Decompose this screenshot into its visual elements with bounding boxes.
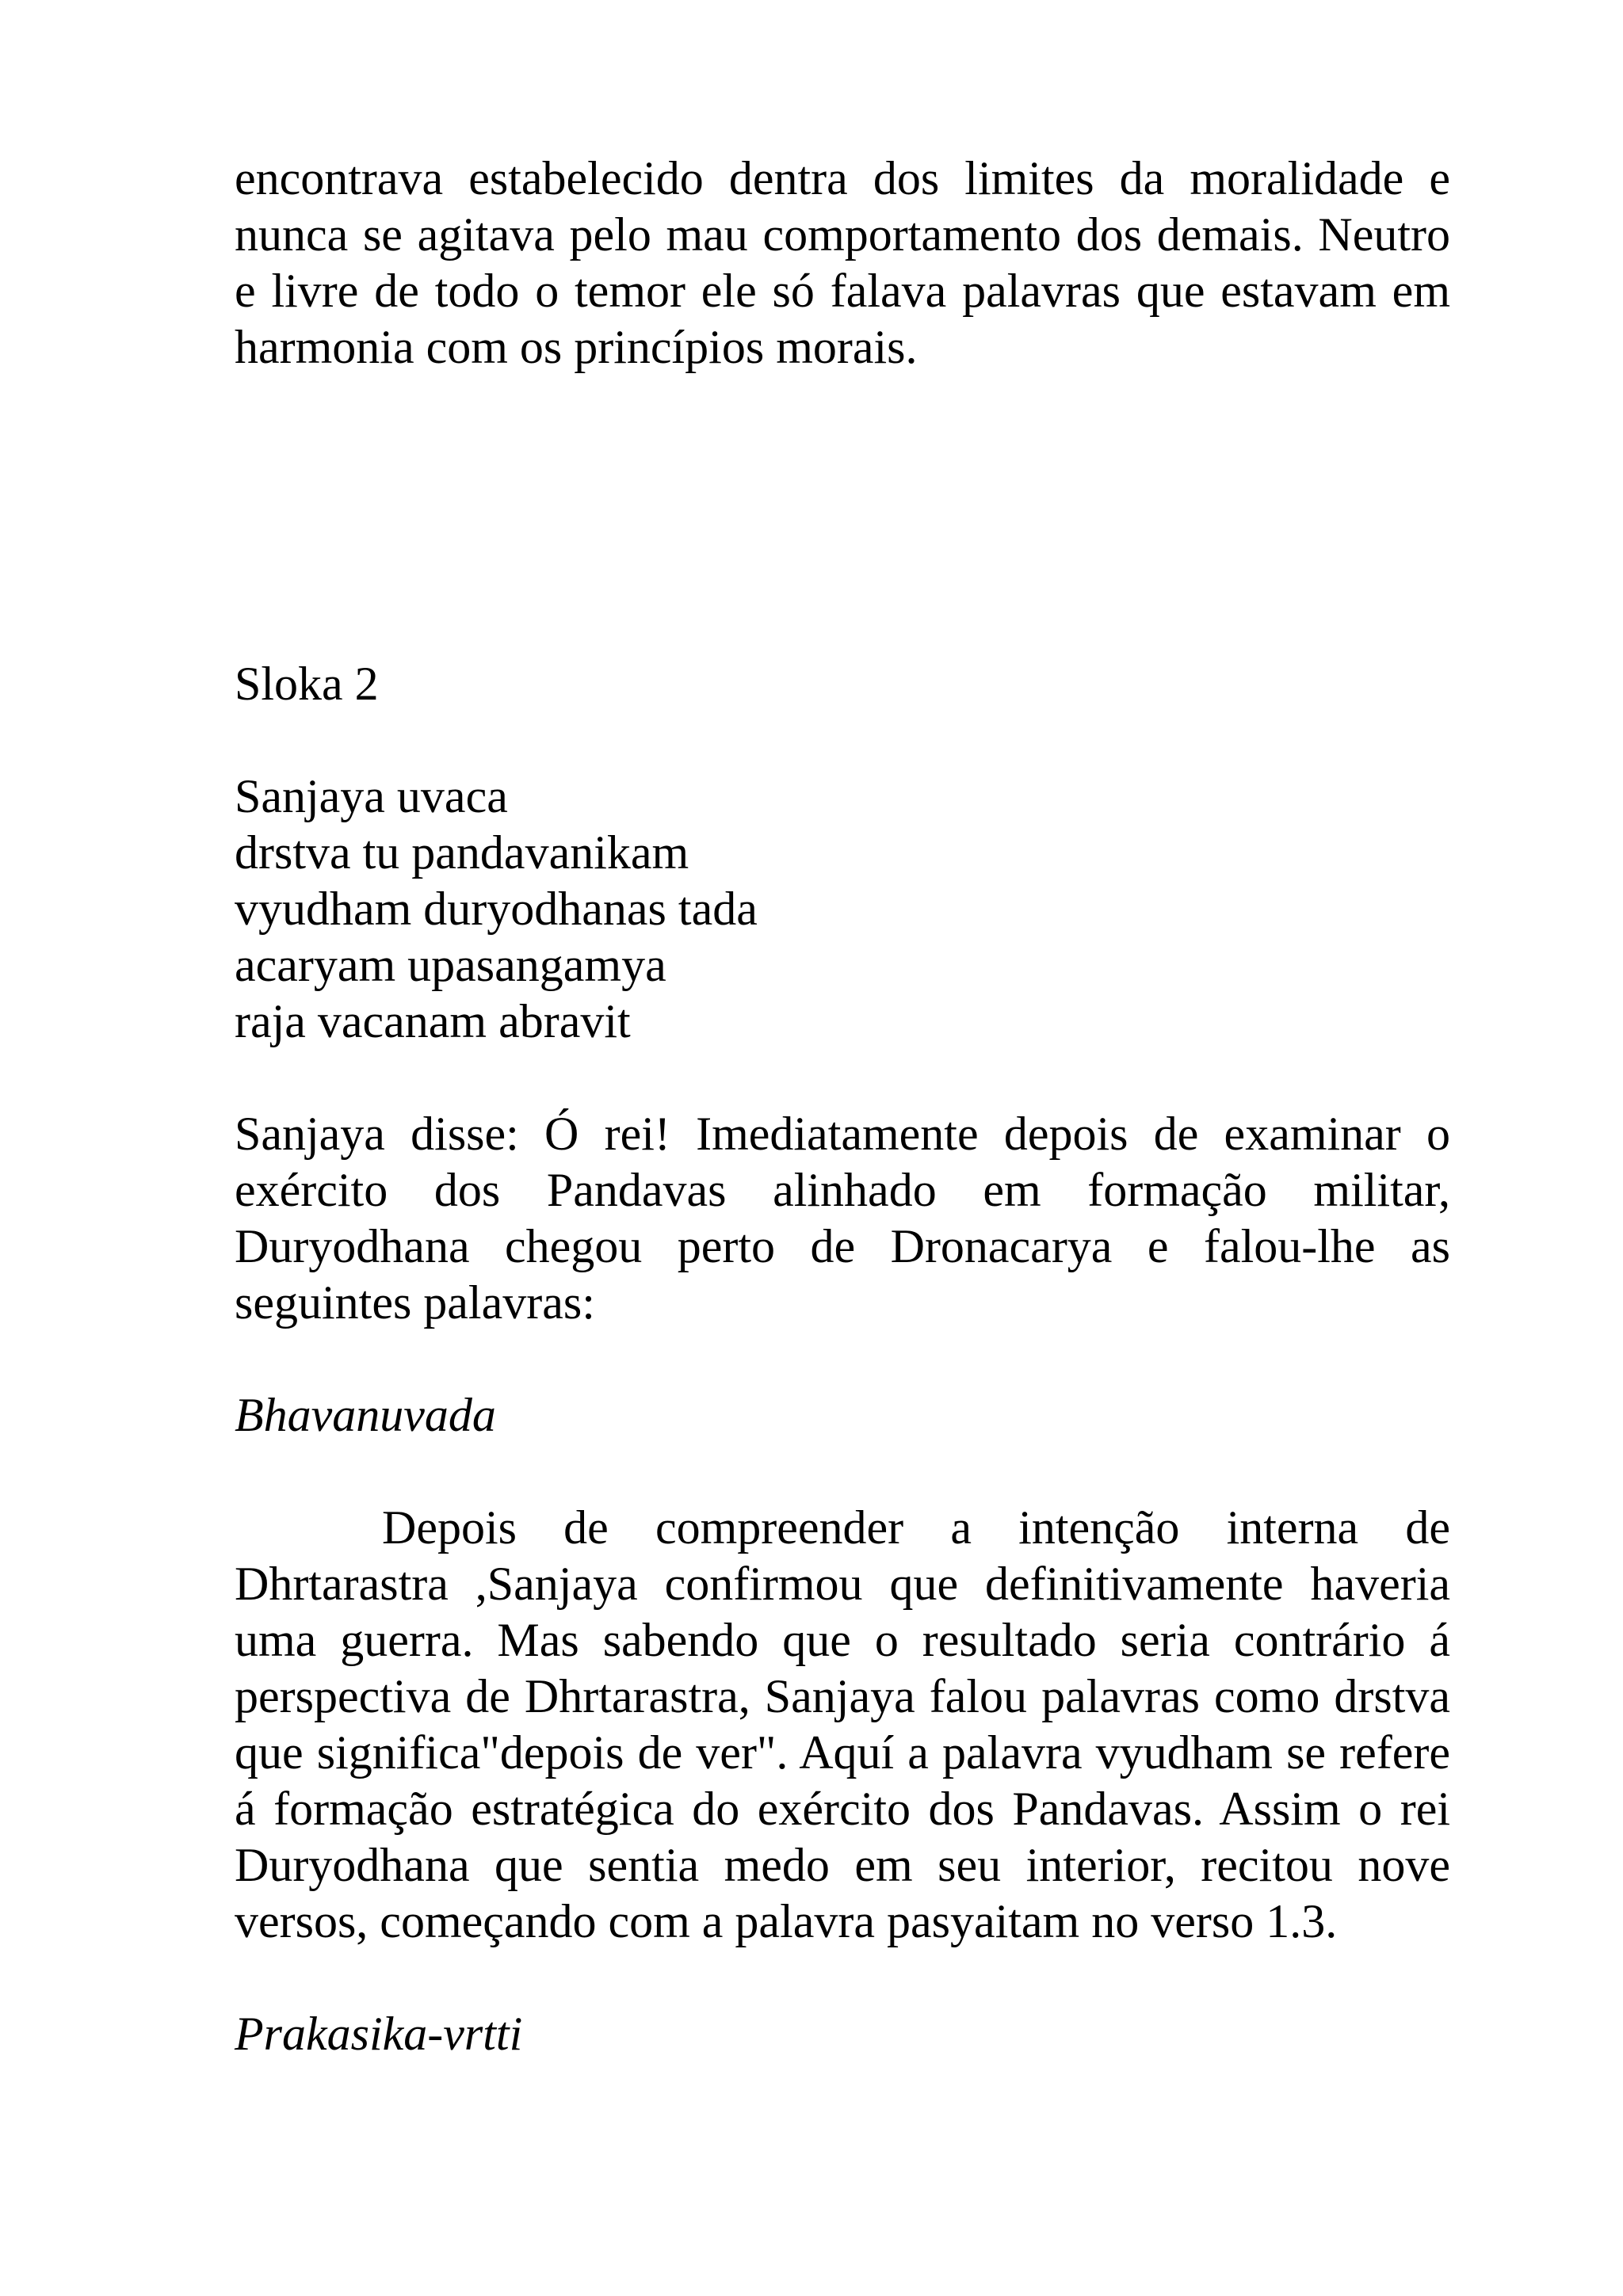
- verse-line: vyudham duryodhanas tada: [235, 883, 758, 935]
- document-page: [235, 151, 1450, 2062]
- prakasika-heading: Prakasika-vrtti: [235, 2008, 523, 2060]
- verse-line: acaryam upasangamya: [235, 939, 666, 991]
- sloka-heading: Sloka 2: [235, 658, 379, 710]
- verse-line: drstva tu pandavanikam: [235, 826, 689, 879]
- bhavanuvada-paragraph: Depois de compreender a intenção interna de Dhrtarastra ,Sanjaya confirmou que definitivamente haveria uma guerra. Mas sabendo que o resultado seria contrário á perspectiva de Dhrtarastra, Sanjaya falou palavras como drstva que significa"depois de ver". Aquí a palavra vyudham se refere á formação estratégica do exército dos Pandavas. Assim o rei Duryodhana que sentia medo em seu interior, recitou nove versos, começando com a palavra pasyaitam no verso 1.3.: [235, 1501, 1450, 1947]
- verse-line: raja vacanam abravit: [235, 995, 631, 1047]
- intro-paragraph: encontrava estabelecido dentra dos limites da moralidade e nunca se agitava pelo mau comportamento dos demais. Neutro e livre de todo o temor ele só falava palavras que estavam em harmonia com os princípios morais.: [235, 152, 1450, 373]
- bhavanuvada-heading: Bhavanuvada: [235, 1389, 496, 1441]
- sanskrit-verse: [235, 769, 1450, 1050]
- translation-paragraph: Sanjaya disse: Ó rei! Imediatamente depois de examinar o exército dos Pandavas alinhado em formação militar, Duryodhana chegou perto de Dronacarya e falou-lhe as seguintes palavras:: [235, 1108, 1450, 1329]
- verse-line: Sanjaya uvaca: [235, 770, 508, 822]
